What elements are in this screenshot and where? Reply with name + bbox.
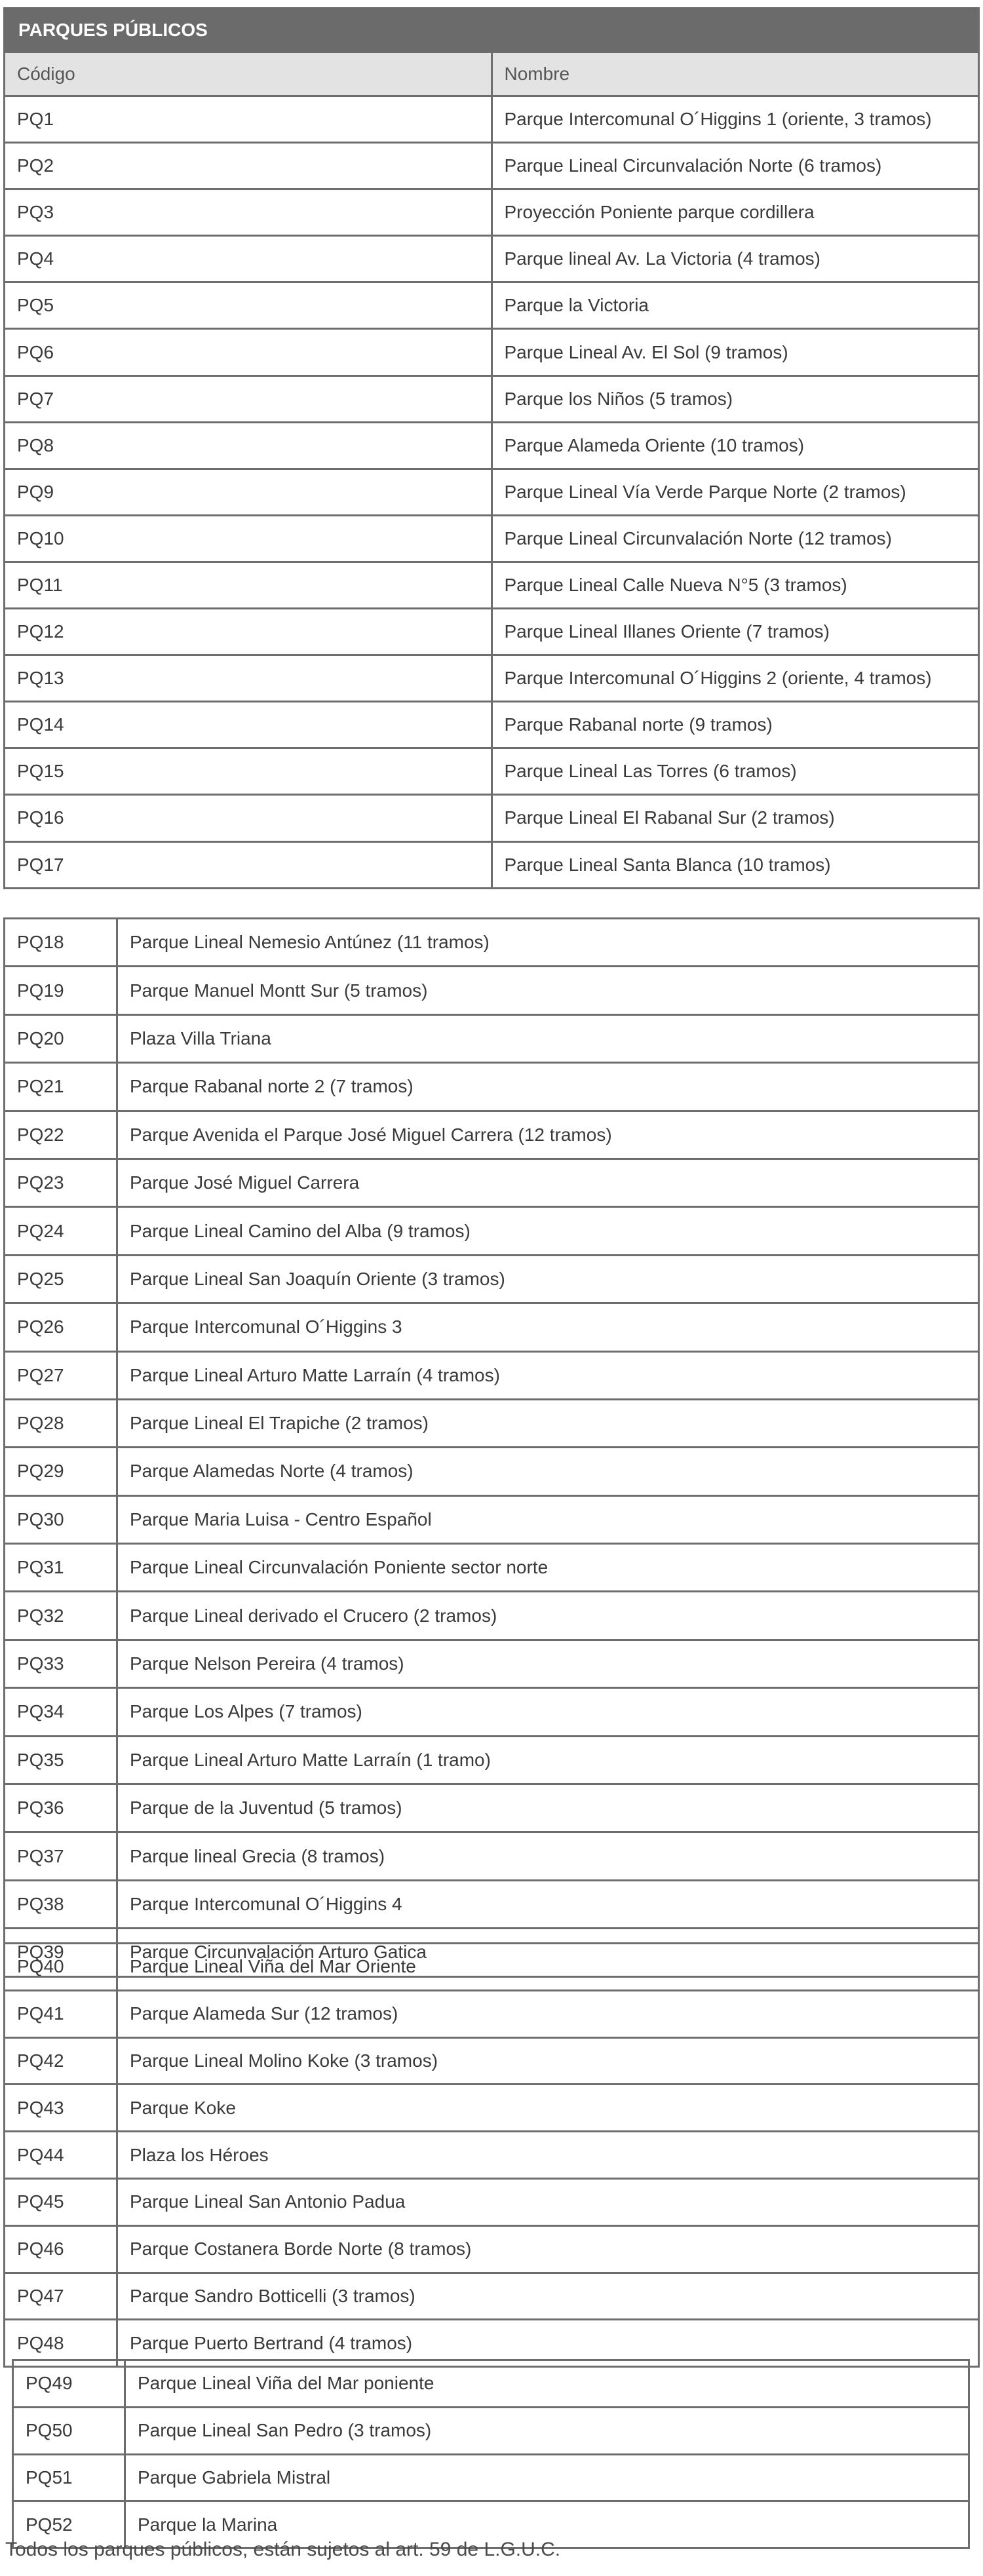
table-row	[5, 2037, 979, 2085]
park-name: Parque Puerto Bertrand (4 tramos)	[117, 2320, 979, 2367]
park-code: PQ50	[13, 2407, 125, 2454]
park-name: Plaza los Héroes	[117, 2132, 979, 2179]
park-code: PQ29	[5, 1448, 117, 1495]
table-row	[5, 609, 979, 655]
park-code: PQ48	[5, 2320, 117, 2367]
park-code: PQ26	[5, 1303, 117, 1351]
table-row	[5, 1880, 979, 1928]
park-name: Parque Lineal El Trapiche (2 tramos)	[117, 1399, 979, 1447]
table-row	[5, 2085, 979, 2132]
table-row	[5, 702, 979, 748]
park-name: Parque Lineal Camino del Alba (9 tramos)	[117, 1207, 979, 1255]
park-code: PQ37	[5, 1832, 117, 1880]
park-name: Parque Lineal Illanes Oriente (7 tramos)	[492, 609, 979, 655]
footnote: Todos los parques públicos, están sujetos al art. 59 de L.G.U.C.	[5, 2539, 561, 2560]
header-code: Código	[5, 52, 492, 96]
table-row	[5, 2273, 979, 2320]
park-name: Proyección Poniente parque cordillera	[492, 189, 979, 236]
table-row	[5, 375, 979, 422]
park-name: Parque Manuel Montt Sur (5 tramos)	[117, 967, 979, 1014]
park-name: Parque Lineal El Rabanal Sur (2 tramos)	[492, 795, 979, 841]
table-row	[5, 1544, 979, 1592]
park-name: Parque Sandro Botticelli (3 tramos)	[117, 2273, 979, 2320]
park-name: Parque Intercomunal O´Higgins 4	[117, 1880, 979, 1928]
park-name: Parque Intercomunal O´Higgins 2 (oriente, 4 tramos)	[492, 655, 979, 702]
park-name: Parque los Niños (5 tramos)	[492, 375, 979, 422]
park-code: PQ24	[5, 1207, 117, 1255]
table-row	[5, 2178, 979, 2225]
table-row	[5, 1207, 979, 1255]
park-code: PQ25	[5, 1255, 117, 1303]
park-code: PQ6	[5, 329, 492, 375]
park-code: PQ15	[5, 748, 492, 795]
table-row	[5, 2132, 979, 2179]
parks-table-part-3	[3, 1942, 980, 2368]
park-name: Parque Circunvalación Arturo Gatica	[117, 1929, 979, 1976]
park-name: Parque Rabanal norte (9 tramos)	[492, 702, 979, 748]
table-row	[5, 143, 979, 189]
park-name: Parque lineal Grecia (8 tramos)	[117, 1832, 979, 1880]
park-code: PQ33	[5, 1640, 117, 1687]
table-row	[5, 515, 979, 562]
park-name: Plaza Villa Triana	[117, 1014, 979, 1062]
park-name: Parque lineal Av. La Victoria (4 tramos)	[492, 236, 979, 282]
table-row	[5, 1255, 979, 1303]
park-name: Parque Alameda Sur (12 tramos)	[117, 1990, 979, 2037]
park-name: Parque Lineal Circunvalación Poniente sector norte	[117, 1544, 979, 1592]
park-name: Parque la Victoria	[492, 282, 979, 329]
table-row	[5, 329, 979, 375]
park-name: Parque Koke	[117, 2085, 979, 2132]
table-row	[5, 1063, 979, 1111]
park-name: Parque Lineal Vía Verde Parque Norte (2 tramos)	[492, 469, 979, 515]
park-name: Parque de la Juventud (5 tramos)	[117, 1784, 979, 1832]
park-code: PQ18	[5, 919, 117, 967]
table-row	[5, 795, 979, 841]
parks-table-body-2	[5, 919, 979, 1977]
parks-table-part-2	[3, 917, 980, 1978]
park-name: Parque la Marina	[125, 2501, 969, 2548]
park-name: Parque Alamedas Norte (4 tramos)	[117, 1448, 979, 1495]
park-name: Parque Alameda Oriente (10 tramos)	[492, 422, 979, 469]
park-code: PQ30	[5, 1495, 117, 1543]
park-name: Parque Lineal Circunvalación Norte (12 tramos)	[492, 515, 979, 562]
park-name: Parque Intercomunal O´Higgins 1 (oriente, 3 tramos)	[492, 96, 979, 143]
park-name: Parque Avenida el Parque José Miguel Carrera (12 tramos)	[117, 1111, 979, 1159]
park-name: Parque Lineal Molino Koke (3 tramos)	[117, 2037, 979, 2085]
parks-table-part-1	[3, 7, 980, 889]
table-row	[5, 1592, 979, 1640]
park-code: PQ14	[5, 702, 492, 748]
table-row	[5, 748, 979, 795]
park-code: PQ9	[5, 469, 492, 515]
table-row	[5, 1159, 979, 1206]
park-name: Parque Lineal Calle Nueva N°5 (3 tramos)	[492, 562, 979, 608]
park-code: PQ5	[5, 282, 492, 329]
park-code: PQ42	[5, 2037, 117, 2085]
table-row	[5, 1495, 979, 1543]
table-row	[5, 236, 979, 282]
header-name: Nombre	[492, 52, 979, 96]
park-name: Parque Lineal Viña del Mar Oriente	[117, 1944, 979, 1991]
park-code: PQ39	[5, 1929, 117, 1976]
park-code: PQ12	[5, 609, 492, 655]
table-row	[5, 919, 979, 967]
table-row	[5, 967, 979, 1014]
table-row	[13, 2407, 969, 2454]
park-code: PQ36	[5, 1784, 117, 1832]
park-code: PQ52	[13, 2501, 125, 2548]
table-row	[5, 841, 979, 888]
park-code: PQ7	[5, 375, 492, 422]
park-code: PQ46	[5, 2225, 117, 2273]
table-row	[5, 282, 979, 329]
park-name: Parque Lineal Viña del Mar poniente	[125, 2360, 969, 2408]
park-code: PQ16	[5, 795, 492, 841]
park-code: PQ44	[5, 2132, 117, 2179]
table-row	[5, 1399, 979, 1447]
table-row	[5, 469, 979, 515]
park-code: PQ40	[5, 1944, 117, 1991]
park-code: PQ17	[5, 841, 492, 888]
park-name: Parque Lineal Arturo Matte Larraín (4 tramos)	[117, 1351, 979, 1399]
table-row	[5, 1736, 979, 1784]
parks-table-body-3	[5, 1944, 979, 2367]
table-row	[5, 1832, 979, 1880]
park-name: Parque Lineal Av. El Sol (9 tramos)	[492, 329, 979, 375]
park-name: Parque Maria Luisa - Centro Español	[117, 1495, 979, 1543]
park-name: Parque Lineal Nemesio Antúnez (11 tramos)	[117, 919, 979, 967]
table-row	[5, 96, 979, 143]
park-name: Parque Lineal Arturo Matte Larraín (1 tramo)	[117, 1736, 979, 1784]
park-code: PQ8	[5, 422, 492, 469]
table-row	[5, 2225, 979, 2273]
table-row	[13, 2360, 969, 2408]
table-row	[5, 1784, 979, 1832]
parks-table-body-1	[5, 9, 979, 889]
table-row	[5, 1990, 979, 2037]
park-name: Parque Lineal San Pedro (3 tramos)	[125, 2407, 969, 2454]
table-row	[5, 1351, 979, 1399]
park-name: Parque Lineal San Antonio Padua	[117, 2178, 979, 2225]
park-code: PQ38	[5, 1880, 117, 1928]
park-name: Parque Gabriela Mistral	[125, 2454, 969, 2501]
park-code: PQ35	[5, 1736, 117, 1784]
table-row	[5, 1688, 979, 1736]
park-code: PQ49	[13, 2360, 125, 2408]
table-title: PARQUES PÚBLICOS	[5, 9, 979, 52]
table-row	[5, 189, 979, 236]
park-code: PQ45	[5, 2178, 117, 2225]
park-name: Parque José Miguel Carrera	[117, 1159, 979, 1206]
parks-table-body-4	[13, 2360, 969, 2548]
table-row	[5, 1448, 979, 1495]
park-code: PQ2	[5, 143, 492, 189]
parks-table-part-4	[12, 2359, 970, 2549]
park-name: Parque Intercomunal O´Higgins 3	[117, 1303, 979, 1351]
park-code: PQ23	[5, 1159, 117, 1206]
park-code: PQ1	[5, 96, 492, 143]
park-name: Parque Lineal San Joaquín Oriente (3 tramos)	[117, 1255, 979, 1303]
park-name: Parque Costanera Borde Norte (8 tramos)	[117, 2225, 979, 2273]
park-code: PQ41	[5, 1990, 117, 2037]
park-name: Parque Lineal Santa Blanca (10 tramos)	[492, 841, 979, 888]
park-code: PQ34	[5, 1688, 117, 1736]
table-row	[5, 562, 979, 608]
park-code: PQ31	[5, 1544, 117, 1592]
park-code: PQ43	[5, 2085, 117, 2132]
table-row	[13, 2454, 969, 2501]
park-name: Parque Los Alpes (7 tramos)	[117, 1688, 979, 1736]
park-code: PQ47	[5, 2273, 117, 2320]
table-row	[5, 1640, 979, 1687]
park-code: PQ22	[5, 1111, 117, 1159]
park-code: PQ20	[5, 1014, 117, 1062]
park-code: PQ51	[13, 2454, 125, 2501]
table-row	[5, 1303, 979, 1351]
park-code: PQ32	[5, 1592, 117, 1640]
table-row	[5, 1014, 979, 1062]
park-code: PQ19	[5, 967, 117, 1014]
park-code: PQ4	[5, 236, 492, 282]
park-name: Parque Lineal derivado el Crucero (2 tramos)	[117, 1592, 979, 1640]
park-name: Parque Lineal Las Torres (6 tramos)	[492, 748, 979, 795]
park-code: PQ3	[5, 189, 492, 236]
park-name: Parque Lineal Circunvalación Norte (6 tramos)	[492, 143, 979, 189]
park-code: PQ27	[5, 1351, 117, 1399]
park-code: PQ13	[5, 655, 492, 702]
park-code: PQ28	[5, 1399, 117, 1447]
table-row	[5, 655, 979, 702]
table-row	[5, 1944, 979, 1991]
table-row	[5, 422, 979, 469]
table-row	[5, 1111, 979, 1159]
park-name: Parque Rabanal norte 2 (7 tramos)	[117, 1063, 979, 1111]
park-name: Parque Nelson Pereira (4 tramos)	[117, 1640, 979, 1687]
park-code: PQ11	[5, 562, 492, 608]
park-code: PQ10	[5, 515, 492, 562]
park-code: PQ21	[5, 1063, 117, 1111]
